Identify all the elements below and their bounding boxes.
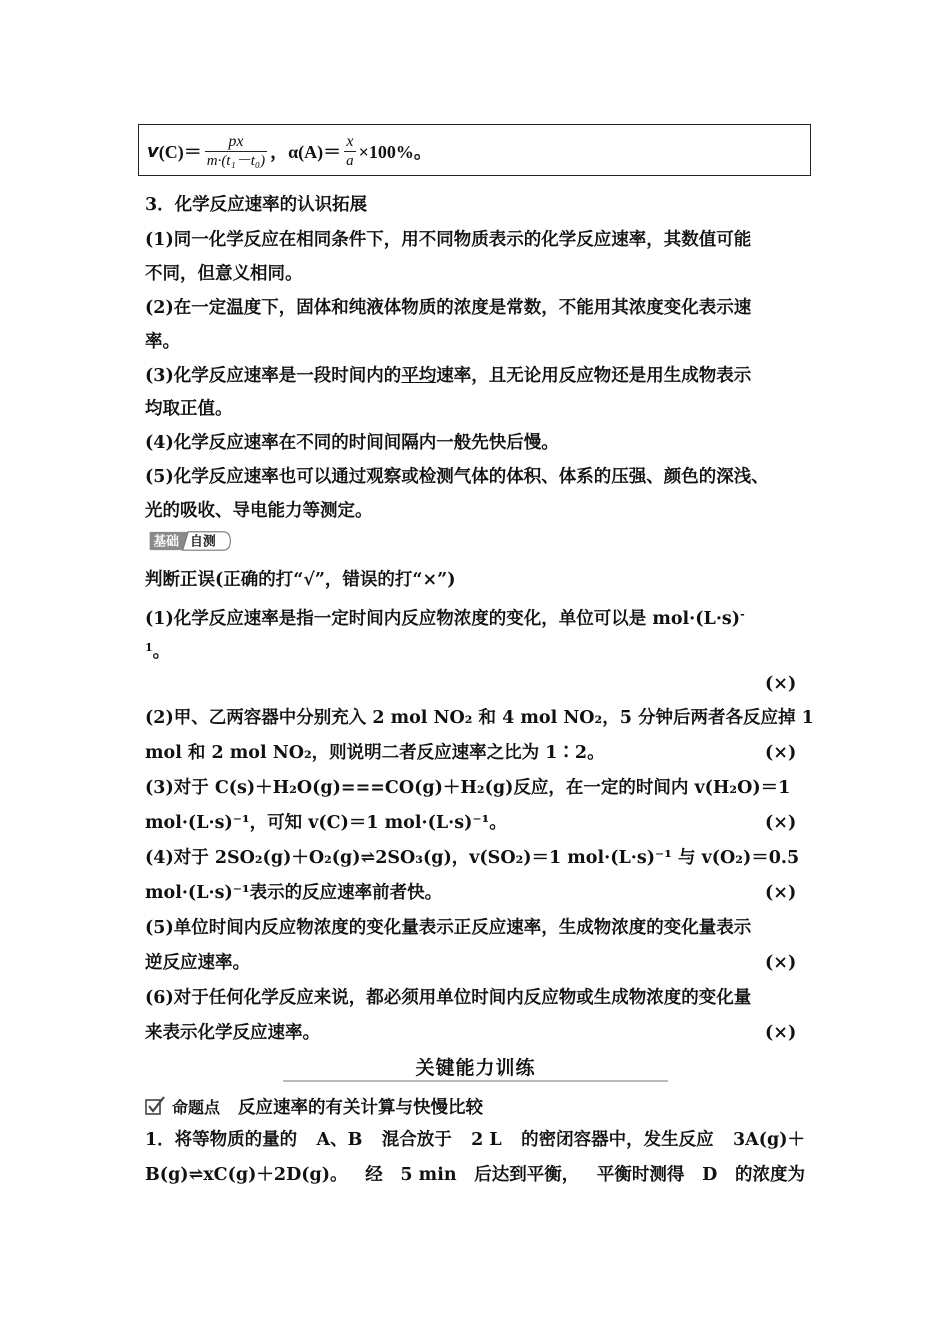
formula-v-arg: (C)＝ bbox=[158, 142, 202, 162]
paragraph-line: 不同，但意义相同。 bbox=[145, 264, 303, 284]
superscript: - bbox=[740, 608, 745, 621]
underlined-term: 平均 bbox=[401, 366, 437, 386]
fraction-denominator: m·(t₁－t₀) bbox=[206, 152, 266, 169]
text-run: 的浓度为 bbox=[734, 1165, 805, 1185]
formula-box bbox=[138, 124, 811, 176]
text-run: 平衡时测得 bbox=[596, 1165, 685, 1185]
checkbox-checked-icon bbox=[144, 1095, 166, 1117]
formula-v-symbol: v bbox=[147, 140, 159, 162]
fraction-numerator: px bbox=[228, 132, 244, 150]
problem-line bbox=[145, 1128, 805, 1152]
formula-fraction-conversion bbox=[344, 133, 356, 170]
text-run: 2 L bbox=[471, 1130, 502, 1150]
text-run: 3A(g)＋ bbox=[732, 1130, 805, 1150]
superscript: 1 bbox=[145, 641, 153, 654]
quiz-line: (5)单位时间内反应物浓度的变化量表示正反应速率，生成物浓度的变化量表示 bbox=[145, 918, 752, 938]
quiz-line: (3)对于 C(s)＋H₂O(g)===CO(g)＋H₂(g)反应，在一定的时间内 v(H₂O)＝1 bbox=[145, 778, 791, 798]
quiz-line bbox=[145, 603, 745, 631]
paragraph-line bbox=[145, 364, 751, 388]
text-run: (1)化学反应速率是指一定时间内反应物浓度的变化，单位可以是 mol·(L·s) bbox=[145, 609, 741, 629]
quiz-line: (6)对于任何化学反应来说，都必须用单位时间内反应物或生成物浓度的变化量 bbox=[145, 988, 752, 1008]
quiz-line: (4)对于 2SO₂(g)＋O₂(g)⇌2SO₃(g)，v(SO₂)＝1 mol·(L·s)⁻¹ 与 v(O₂)＝0.5 bbox=[145, 848, 800, 868]
badge-right-text: 自测 bbox=[190, 534, 216, 550]
quiz-line: mol 和 2 mol NO₂，则说明二者反应速率之比为 1∶2。 bbox=[145, 743, 605, 763]
text-run: 速率，且无论用反应物还是用生成物表示 bbox=[436, 366, 752, 386]
paragraph-line: (1)同一化学反应在相同条件下，用不同物质表示的化学反应速率，其数值可能 bbox=[145, 230, 752, 250]
text-run: (3)化学反应速率是一段时间内的 bbox=[145, 366, 402, 386]
text-run: 的密闭容器中，发生反应 bbox=[521, 1130, 714, 1150]
badge-left-text: 基础 bbox=[153, 534, 179, 550]
paragraph-line: 率。 bbox=[145, 332, 180, 352]
text-run: 经 bbox=[365, 1165, 383, 1185]
text-run: 混合放于 bbox=[381, 1130, 452, 1150]
quiz-line: mol·(L·s)⁻¹表示的反应速率前者快。 bbox=[145, 883, 443, 903]
formula-separator: ，α(A)＝ bbox=[270, 142, 342, 162]
banner-rule bbox=[283, 1080, 668, 1082]
paragraph-line: 均取正值。 bbox=[145, 399, 233, 419]
topic-header bbox=[144, 1094, 483, 1118]
topic-title: 反应速率的有关计算与快慢比较 bbox=[238, 1097, 484, 1118]
paragraph-line: 光的吸收、导电能力等测定。 bbox=[145, 501, 373, 521]
formula-fraction-rate bbox=[205, 133, 267, 170]
banner-title: 关键能力训练 bbox=[415, 1057, 536, 1079]
answer-mark: (×) bbox=[765, 674, 797, 694]
formula-tail: ×100%。 bbox=[358, 142, 432, 162]
topic-label: 命题点 bbox=[172, 1097, 221, 1117]
quiz-line: (2)甲、乙两容器中分别充入 2 mol NO₂ 和 4 mol NO₂，5 分钟后两者各反应掉 1 bbox=[145, 708, 814, 728]
key-ability-banner bbox=[283, 1050, 668, 1084]
quiz-line: mol·(L·s)⁻¹，可知 v(C)＝1 mol·(L·s)⁻¹。 bbox=[145, 813, 507, 833]
text-run: D bbox=[702, 1165, 718, 1185]
quiz-line: 来表示化学反应速率。 bbox=[145, 1023, 320, 1043]
text-run: A、B bbox=[316, 1130, 363, 1150]
answer-mark: (×) bbox=[765, 953, 797, 973]
problem-line bbox=[145, 1163, 805, 1187]
section-heading: 3．化学反应速率的认识拓展 bbox=[145, 195, 368, 215]
fraction-denominator: a bbox=[346, 152, 354, 169]
paragraph-line: (4)化学反应速率在不同的时间间隔内一般先快后慢。 bbox=[145, 433, 559, 453]
quiz-line: 逆反应速率。 bbox=[145, 953, 250, 973]
text-run: 。 bbox=[152, 642, 171, 662]
answer-mark: (×) bbox=[765, 813, 797, 833]
rate-formula bbox=[147, 125, 432, 177]
answer-mark: (×) bbox=[765, 1023, 797, 1043]
answer-mark: (×) bbox=[765, 743, 797, 763]
self-test-badge bbox=[144, 530, 236, 552]
quiz-instruction: 判断正误(正确的打“√”，错误的打“×”) bbox=[145, 570, 456, 590]
text-run: 后达到平衡， bbox=[474, 1165, 580, 1185]
quiz-line bbox=[145, 636, 170, 664]
text-run: 5 min bbox=[400, 1165, 457, 1185]
paragraph-line: (5)化学反应速率也可以通过观察或检测气体的体积、体系的压强、颜色的深浅、 bbox=[145, 467, 769, 487]
paragraph-line: (2)在一定温度下，固体和纯液体物质的浓度是常数，不能用其浓度变化表示速 bbox=[145, 298, 752, 318]
text-run: 1．将等物质的量的 bbox=[145, 1130, 298, 1150]
fraction-numerator: x bbox=[346, 132, 354, 150]
answer-mark: (×) bbox=[765, 883, 797, 903]
text-run: B(g)⇌xC(g)＋2D(g)。 bbox=[145, 1165, 348, 1185]
